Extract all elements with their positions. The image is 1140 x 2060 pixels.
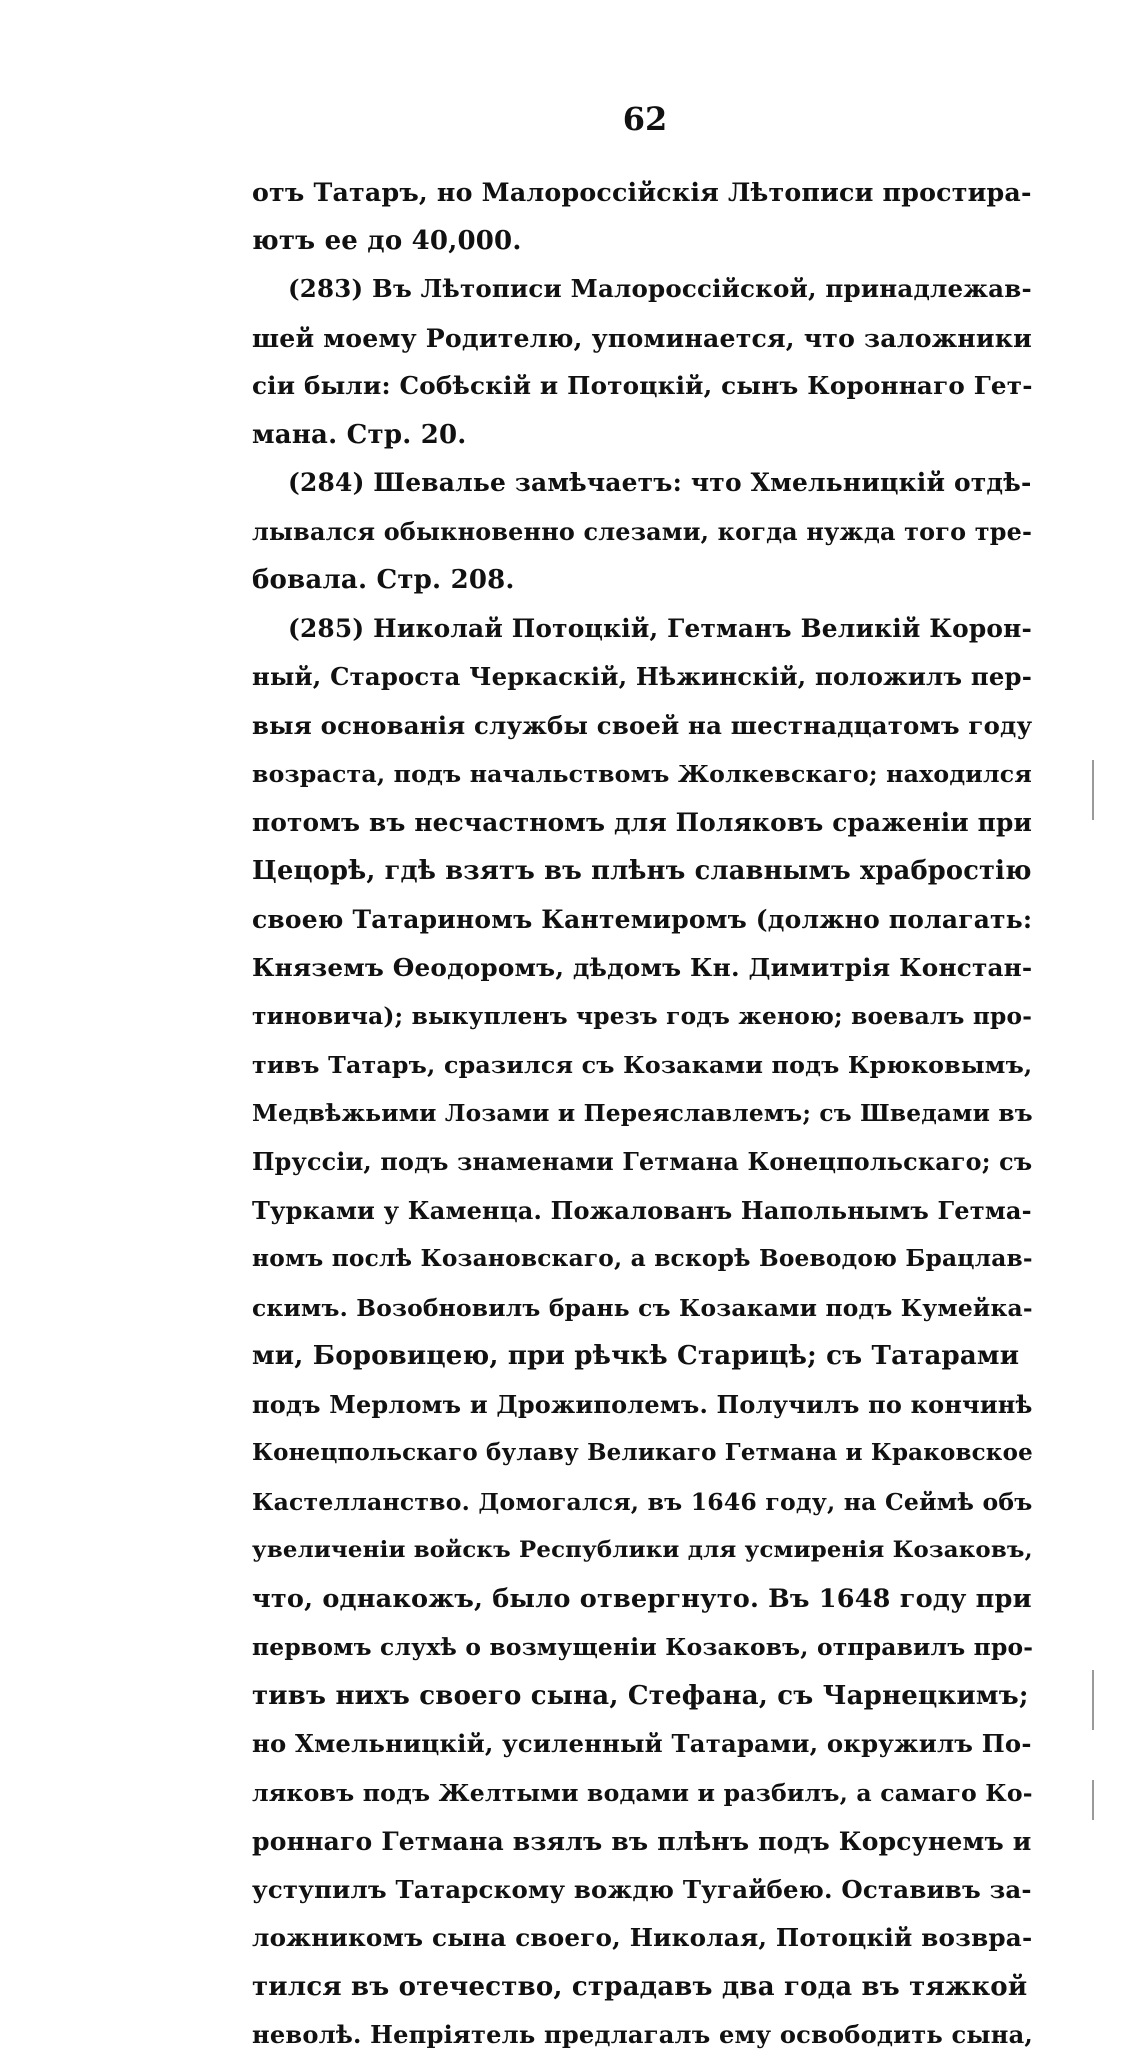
- text-line: но Хмельницкій, усиленный Татарами, окружилъ По-: [252, 1729, 1032, 1758]
- text-line: возраста, подъ начальствомъ Жолкевскаго; находился: [252, 760, 1032, 788]
- text-line: Кастелланство. Домогался, въ 1646 году, на Сеймѣ объ: [252, 1487, 1033, 1516]
- text-line: потомъ въ несчастномъ для Поляковъ сраженіи при: [252, 807, 1033, 837]
- margin-mark: [1092, 1780, 1094, 1820]
- text-line: увеличеніи войскъ Республики для усмиренія Козаковъ,: [252, 1537, 1033, 1563]
- text-line: отъ Татаръ, но Малороссійскія Лѣтописи простира-: [252, 177, 1032, 207]
- text-line: тивъ нихъ своего сына, Стефана, съ Чарнецкимъ;: [252, 1680, 1029, 1711]
- text-line: первомъ слухѣ о возмущеніи Козаковъ, отправилъ про-: [252, 1633, 1034, 1661]
- text-line: Пруссіи, подъ знаменами Гетмана Конецпольскаго; съ: [252, 1148, 1033, 1176]
- text-line: (283) Въ Лѣтописи Малороссійской, принадлежав-: [288, 274, 1032, 303]
- text-line: ми, Боровицею, при рѣчкѣ Старицѣ; съ Татарами: [252, 1341, 1020, 1371]
- margin-mark: [1092, 760, 1094, 820]
- text-line: тиновича); выкупленъ чрезъ годъ женою; воевалъ про-: [252, 1002, 1033, 1030]
- page-number: 62: [622, 100, 668, 138]
- text-line: Княземъ Ѳеодоромъ, дѣдомъ Кн. Димитрія Констан-: [252, 953, 1033, 982]
- text-line: ный, Староста Черкаскій, Нѣжинскій, положилъ пер-: [252, 662, 1033, 691]
- text-line: подъ Мерломъ и Дрожиполемъ. Получилъ по кончинѣ: [252, 1389, 1033, 1419]
- text-line: уступилъ Татарскому вождю Тугайбею. Оставивъ за-: [252, 1874, 1032, 1904]
- text-line: скимъ. Возобновилъ брань съ Козаками подъ Кумейка-: [252, 1293, 1033, 1322]
- text-line: своею Татариномъ Кантемиромъ (должно полагать:: [252, 904, 1033, 934]
- text-line: бовала. Стр. 208.: [252, 565, 515, 595]
- text-line: роннаго Гетмана взялъ въ плѣнъ подъ Корсунемъ и: [252, 1826, 1032, 1856]
- text-line: Конецпольскаго булаву Великаго Гетмана и Краковское: [252, 1439, 1033, 1466]
- text-line: что, однакожъ, было отвергнуто. Въ 1648 году при: [252, 1583, 1032, 1614]
- text-line: шей моему Родителю, упоминается, что заложники: [252, 322, 1033, 353]
- text-line: выя основанія службы своей на шестнадцатомъ году: [252, 710, 1033, 740]
- text-line: лывался обыкновенно слезами, когда нужда того тре-: [252, 517, 1033, 546]
- footnotes-text: [252, 168, 1032, 2060]
- text-line: неволѣ. Непріятель предлагалъ ему освободить сына,: [252, 2020, 1034, 2049]
- text-line: мана. Стр. 20.: [252, 419, 467, 450]
- text-line: ляковъ подъ Желтыми водами и разбилъ, а самаго Ко-: [252, 1778, 1033, 1807]
- margin-mark: [1092, 1670, 1094, 1730]
- text-line: Турками у Каменца. Пожалованъ Напольнымъ Гетма-: [252, 1195, 1032, 1225]
- text-line: (284) Шевалье замѣчаетъ: что Хмельницкій отдѣ-: [288, 468, 1032, 497]
- text-line: тился въ отечество, страдавъ два года въ тяжкой: [252, 1971, 1028, 2002]
- text-line: сіи были: Собѣскій и Потоцкій, сынъ Короннаго Гет-: [252, 371, 1033, 400]
- text-line: Цецорѣ, гдѣ взятъ въ плѣнъ славнымъ храбростію: [252, 856, 1032, 886]
- text-line: (285) Николай Потоцкій, Гетманъ Великій Корон-: [288, 613, 1033, 643]
- text-line: Медвѣжьими Лозами и Переяславлемъ; съ Шведами въ: [252, 1099, 1033, 1127]
- text-line: тивъ Татаръ, сразился съ Козаками подъ Крюковымъ,: [252, 1051, 1033, 1079]
- text-line: ютъ ее до 40,000.: [252, 225, 522, 256]
- text-line: ложникомъ сына своего, Николая, Потоцкій возвра-: [252, 1923, 1033, 1952]
- text-line: номъ послѣ Козановскаго, а вскорѣ Воеводою Брацлав-: [252, 1245, 1033, 1272]
